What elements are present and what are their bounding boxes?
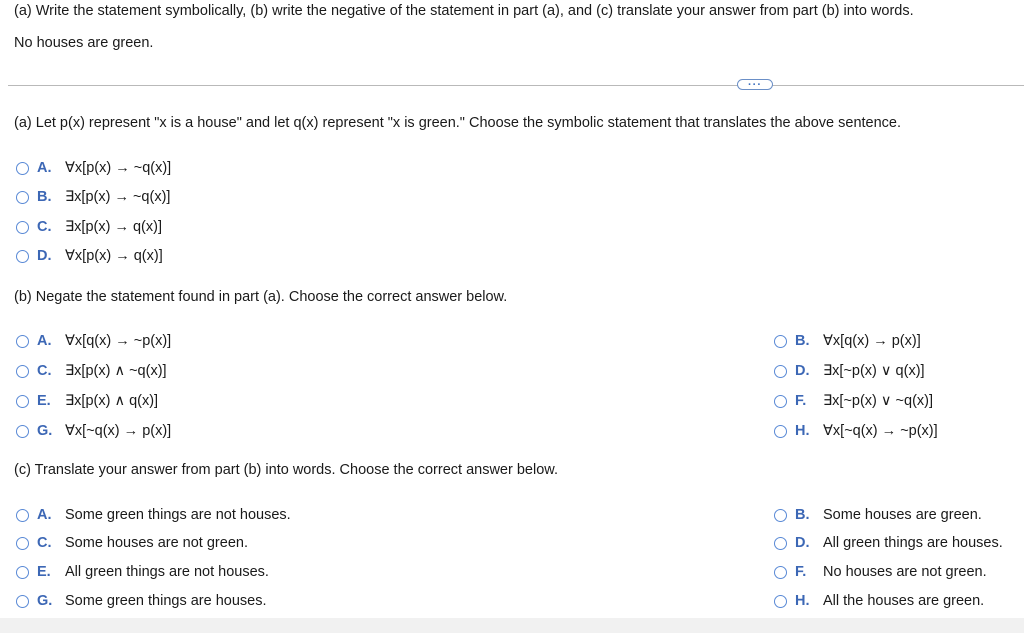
radio-button[interactable]	[16, 509, 29, 522]
part-b-option-e[interactable]	[16, 393, 158, 409]
expand-more-button[interactable]: ···	[737, 79, 773, 90]
part-a-option-a[interactable]	[16, 160, 171, 176]
radio-button[interactable]	[16, 566, 29, 579]
part-b-option-d[interactable]	[774, 363, 925, 379]
option-letter: C.	[37, 219, 52, 235]
part-c-option-a[interactable]	[16, 507, 291, 523]
part-c-option-c[interactable]	[16, 535, 248, 551]
part-c-option-d[interactable]	[774, 535, 1003, 551]
option-text: ∃x[p(x) → ~q(x)]	[65, 189, 171, 205]
part-c-option-e[interactable]	[16, 564, 269, 580]
part-b-question: (b) Negate the statement found in part (a). Choose the correct answer below.	[14, 289, 508, 305]
option-text: Some houses are green.	[823, 507, 982, 523]
part-a-option-c[interactable]	[16, 219, 162, 235]
part-b-option-f[interactable]	[774, 393, 933, 409]
option-text: ∀x[~q(x) → p(x)]	[65, 423, 172, 439]
option-letter: F.	[795, 564, 807, 580]
option-letter: E.	[37, 564, 51, 580]
radio-button[interactable]	[16, 191, 29, 204]
option-letter: C.	[37, 363, 52, 379]
option-text: ∃x[p(x) ∧ q(x)]	[65, 393, 159, 409]
part-b-option-b[interactable]	[774, 333, 921, 349]
bottom-toolbar	[0, 618, 1024, 633]
radio-button[interactable]	[16, 595, 29, 608]
option-letter: D.	[795, 363, 810, 379]
option-letter: A.	[37, 160, 52, 176]
part-c-question: (c) Translate your answer from part (b) into words. Choose the correct answer below.	[14, 462, 558, 478]
part-c-option-f[interactable]	[774, 564, 987, 580]
radio-button[interactable]	[16, 425, 29, 438]
part-a-option-b[interactable]	[16, 189, 170, 205]
radio-button[interactable]	[16, 250, 29, 263]
option-text: ∃x[~p(x) ∨ ~q(x)]	[823, 393, 934, 409]
option-text: No houses are not green.	[823, 564, 987, 580]
radio-button[interactable]	[16, 335, 29, 348]
part-a-question: (a) Let p(x) represent "x is a house" and let q(x) represent "x is green." Choose the symbolic statement that translates the above sentence.	[14, 115, 902, 131]
option-text: Some green things are houses.	[65, 593, 267, 609]
radio-button[interactable]	[774, 537, 787, 550]
option-letter: G.	[37, 593, 53, 609]
radio-button[interactable]	[774, 595, 787, 608]
radio-button[interactable]	[774, 365, 787, 378]
part-b-option-h[interactable]	[774, 423, 938, 439]
part-b-option-g[interactable]	[16, 423, 171, 439]
option-text: ∀x[p(x) → ~q(x)]	[65, 160, 172, 176]
radio-button[interactable]	[774, 566, 787, 579]
option-text: ∃x[p(x) → q(x)]	[65, 219, 162, 235]
option-text: ∀x[q(x) → p(x)]	[823, 333, 921, 349]
option-text: Some houses are not green.	[65, 535, 248, 551]
radio-button[interactable]	[16, 365, 29, 378]
instructions-text: (a) Write the statement symbolically, (b) write the negative of the statement in part (a), and (c) translate your answer from part (b) into words.	[14, 3, 914, 19]
radio-button[interactable]	[774, 425, 787, 438]
option-letter: F.	[795, 393, 807, 409]
option-letter: H.	[795, 593, 810, 609]
radio-button[interactable]	[774, 335, 787, 348]
radio-button[interactable]	[16, 395, 29, 408]
part-b-option-a[interactable]	[16, 333, 171, 349]
option-text: All green things are not houses.	[65, 564, 269, 580]
part-c-option-b[interactable]	[774, 507, 982, 523]
part-c-option-h[interactable]	[774, 593, 984, 609]
radio-button[interactable]	[774, 395, 787, 408]
option-letter: B.	[795, 333, 810, 349]
radio-button[interactable]	[16, 537, 29, 550]
option-text: ∀x[~q(x) → ~p(x)]	[823, 423, 938, 439]
option-text: All the houses are green.	[823, 593, 985, 609]
option-letter: G.	[37, 423, 53, 439]
option-text: ∀x[p(x) → q(x)]	[65, 248, 163, 264]
part-b-option-c[interactable]	[16, 363, 167, 379]
section-divider	[8, 85, 1024, 86]
option-text: All green things are houses.	[823, 535, 1003, 551]
statement-text: No houses are green.	[14, 35, 154, 51]
option-letter: A.	[37, 333, 52, 349]
radio-button[interactable]	[774, 509, 787, 522]
option-text: Some green things are not houses.	[65, 507, 291, 523]
option-letter: C.	[37, 535, 52, 551]
part-a-option-d[interactable]	[16, 248, 163, 264]
option-text: ∃x[~p(x) ∨ q(x)]	[823, 363, 925, 379]
option-letter: A.	[37, 507, 52, 523]
option-letter: H.	[795, 423, 810, 439]
option-letter: B.	[37, 189, 52, 205]
option-text: ∃x[p(x) ∧ ~q(x)]	[65, 363, 167, 379]
radio-button[interactable]	[16, 221, 29, 234]
option-letter: E.	[37, 393, 51, 409]
option-letter: D.	[37, 248, 52, 264]
option-letter: D.	[795, 535, 810, 551]
part-c-option-g[interactable]	[16, 593, 267, 609]
option-letter: B.	[795, 507, 810, 523]
option-text: ∀x[q(x) → ~p(x)]	[65, 333, 172, 349]
radio-button[interactable]	[16, 162, 29, 175]
